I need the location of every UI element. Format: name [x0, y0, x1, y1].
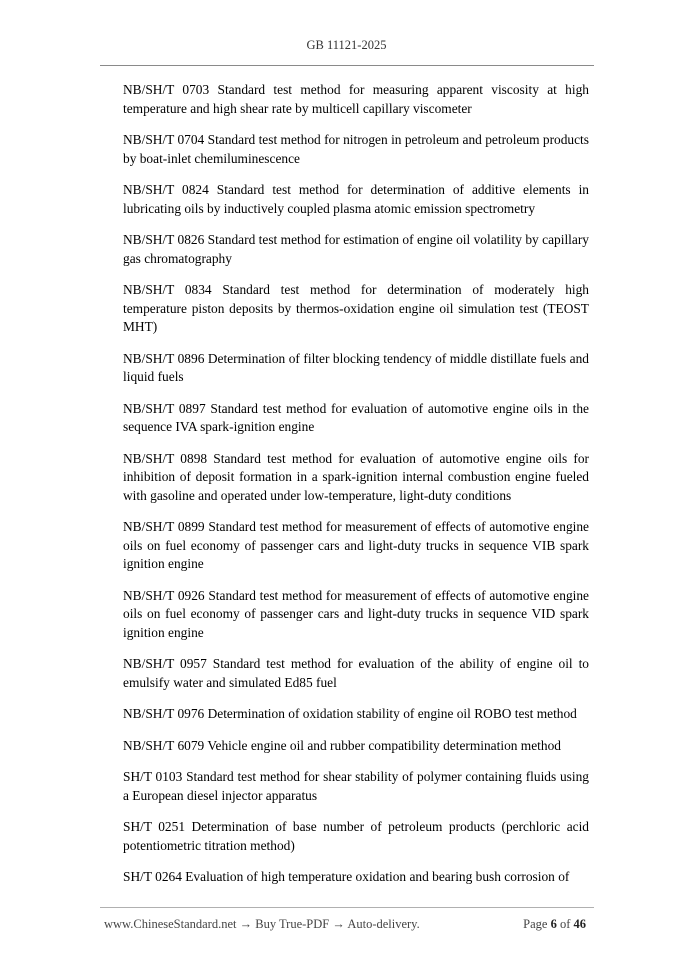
reference-item: NB/SH/T 0899 Standard test method for measurement of effects of automotive engine oils on fuel economy of passenger cars and light-duty trucks in sequence VIB spark ignition engine: [123, 519, 589, 571]
arrow-right-icon: →: [239, 917, 253, 931]
reference-item: NB/SH/T 0704 Standard test method for nitrogen in petroleum and petroleum products by boat-inlet chemiluminescence: [123, 132, 589, 166]
reference-item: SH/T 0264 Evaluation of high temperature oxidation and bearing bush corrosion of: [123, 869, 570, 884]
footer-promo: [104, 917, 420, 932]
normative-references-list: [123, 81, 589, 900]
arrow-right-icon: →: [332, 917, 345, 931]
reference-item: NB/SH/T 0896 Determination of filter blocking tendency of middle distillate fuels and liquid fuels: [123, 350, 589, 384]
header-divider: [100, 65, 594, 66]
page-header: [0, 38, 693, 53]
reference-item: NB/SH/T 0834 Standard test method for determination of moderately high temperature piston deposits by thermos-oxidation engine oil simulation test (TEOST MHT): [123, 282, 589, 334]
reference-item: NB/SH/T 0824 Standard test method for determination of additive elements in lubricating oils by inductively coupled plasma atomic emission spectrometry: [123, 182, 589, 216]
page-current: 6: [550, 917, 557, 931]
page-of-label: of: [559, 917, 571, 931]
page-total: 46: [573, 917, 586, 931]
reference-item: SH/T 0251 Determination of base number of petroleum products (perchloric acid potentiometric titration method): [123, 819, 589, 853]
site-link[interactable]: www.ChineseStandard.net: [104, 917, 237, 931]
reference-item: SH/T 0103 Standard test method for shear stability of polymer containing fluids using a European diesel injector apparatus: [123, 769, 589, 803]
reference-item: NB/SH/T 0957 Standard test method for evaluation of the ability of engine oil to emulsify water and simulated Ed85 fuel: [123, 656, 589, 690]
reference-item: NB/SH/T 0898 Standard test method for evaluation of automotive engine oils for inhibition of deposit formation in a spark-ignition internal combustion engine fueled with gasoline and operated under low-temperature, light-duty conditions: [123, 450, 589, 503]
footer-divider: [100, 907, 594, 908]
document-code: GB 11121-2025: [306, 38, 387, 52]
buy-true-pdf-link[interactable]: Buy True-PDF: [255, 917, 330, 931]
reference-item: NB/SH/T 0703 Standard test method for measuring apparent viscosity at high temperature and high shear rate by multicell capillary viscometer: [123, 82, 589, 116]
auto-delivery-text: Auto-delivery.: [347, 917, 420, 931]
page-number: [523, 917, 586, 932]
page-label: Page: [523, 917, 548, 931]
reference-item: NB/SH/T 6079 Vehicle engine oil and rubber compatibility determination method: [123, 737, 561, 753]
reference-item: NB/SH/T 0897 Standard test method for evaluation of automotive engine oils in the sequence IVA spark-ignition engine: [123, 400, 589, 434]
reference-item: NB/SH/T 0976 Determination of oxidation stability of engine oil ROBO test method: [123, 706, 577, 721]
reference-item: NB/SH/T 0826 Standard test method for estimation of engine oil volatility by capillary gas chromatography: [123, 232, 589, 266]
reference-item: NB/SH/T 0926 Standard test method for measurement of effects of automotive engine oils on fuel economy of passenger cars and light-duty trucks in sequence VID spark ignition engine: [123, 587, 589, 640]
